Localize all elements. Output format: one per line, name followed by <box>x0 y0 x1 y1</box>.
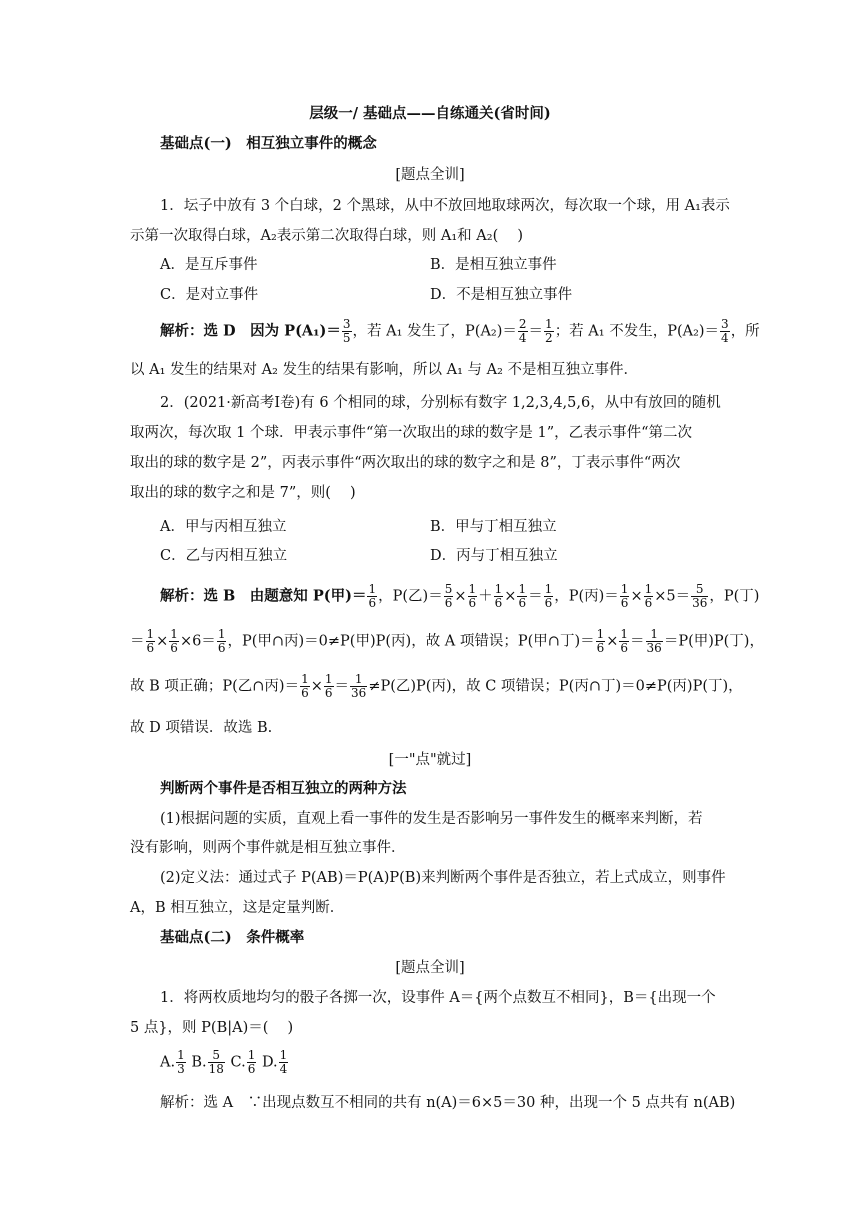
fraction: $\frac{5}{36}$ <box>692 582 708 610</box>
fraction: $\frac{1}{6}$ <box>518 582 527 610</box>
q2-line1: 2．(2021·新高考Ⅰ卷)有 6 个相同的球，分别标有数字 1,2,3,4,5,6，从中有放回的随机 <box>160 395 721 411</box>
s2-q1-line1: 1．将两枚质地均匀的骰子各掷一次，设事件 A＝{两个点数互不相同}，B＝{出现一个 <box>160 990 716 1006</box>
q1-line2: 示第一次取得白球，A₂表示第二次取得白球，则 A₁和 A₂( ) <box>130 228 523 244</box>
level-title: 层级一/ 基础点——自练通关(省时间) <box>309 105 551 122</box>
method-p1-line2: 没有影响，则两个事件就是相互独立事件． <box>130 840 406 856</box>
method-p2-line1: (2)定义法：通过式子 P(AB)＝P(A)P(B)来判断两个事件是否独立，若上式成立，则事件 <box>160 870 726 886</box>
s2-q1-solution: 解析：选 A ∵出现点数互不相同的共有 n(A)＝6×5＝30 种，出现一个 5 点共有 n(AB) <box>160 1095 736 1111</box>
fraction: $\frac{1}{6}$ <box>170 627 178 655</box>
method-p2-line2: A，B 相互独立，这是定量判断． <box>130 900 345 916</box>
method-label: [一"点"就过] <box>388 752 472 768</box>
q1-solution-line1: 解析：选 D 因为 P(A₁)＝ $\frac{3}{5}$ ，若 A₁ 发生了，P(A₂)＝ $\frac{2}{4}$ ＝ $\frac{1}{2}$ ；若 A₁ 不发生，P(A₂)＝ $\frac{3}{4}$ ，所 <box>160 317 760 345</box>
fraction: $\frac{1}{6}$ <box>301 672 309 700</box>
fraction: $\frac{1}{6}$ <box>324 672 333 700</box>
q1-line1: 1．坛子中放有 3 个白球，2 个黑球，从中不放回地取球两次，每次取一个球，用 A₁表示 <box>160 198 730 214</box>
fraction: $\frac{1}{6}$ <box>494 582 503 610</box>
q1-option-a: A．是互斥事件 <box>160 257 258 273</box>
q2-solution-line1: 解析：选 B 由题意知 P(甲)＝ $\frac{1}{6}$ ，P(乙)＝ $\frac{5}{6}$ × $\frac{1}{6}$ ＋ $\frac{1}{6}$ × $\frac{1}{6}$ ＝ $\frac{1}{6}$ ，P(丙)＝ $\frac{1}{6}$ × $\frac{1}{6}$ ×5＝ $\frac{5}{36}$ ，P(丁) <box>160 582 760 610</box>
fraction: $\frac{3}{4}$ <box>721 317 729 345</box>
fraction: $\frac{5}{6}$ <box>444 582 453 610</box>
fraction: $\frac{1}{6}$ <box>620 627 629 655</box>
q2-line3: 取出的球的数字是 2”，丙表示事件“两次取出的球的数字之和是 8”，丁表示事件“两次 <box>130 455 681 471</box>
fraction: $\frac{1}{36}$ <box>646 627 662 655</box>
fraction: $\frac{5}{18}$ <box>208 1048 224 1076</box>
fraction: $\frac{1}{6}$ <box>468 582 477 610</box>
fraction: $\frac{1}{36}$ <box>351 672 367 700</box>
q1-option-b: B．是相互独立事件 <box>430 257 557 273</box>
section1-drill-label: [题点全训] <box>395 167 465 183</box>
fraction: $\frac{1}{6}$ <box>620 582 629 610</box>
fraction: $\frac{2}{4}$ <box>518 317 527 345</box>
q1-solution-line2: 以 A₁ 发生的结果对 A₂ 发生的结果有影响，所以 A₁ 与 A₂ 不是相互独立事件． <box>130 362 639 378</box>
q1-option-c: C．是对立事件 <box>160 287 259 303</box>
method-title: 判断两个事件是否相互独立的两种方法 <box>160 780 407 797</box>
fraction: $\frac{1}{4}$ <box>279 1048 288 1076</box>
s2-q1-options: A. $\frac{1}{3}$ B. $\frac{5}{18}$ C. $\frac{1}{6}$ D. $\frac{1}{4}$ <box>160 1048 288 1076</box>
fraction: $\frac{1}{6}$ <box>146 627 155 655</box>
section2-title: 基础点(二) 条件概率 <box>160 929 305 946</box>
q2-line4: 取出的球的数字之和是 7”，则( ) <box>130 485 356 501</box>
method-p1-line1: (1)根据问题的实质，直观上看一事件的发生是否影响另一事件发生的概率来判断，若 <box>160 811 703 827</box>
fraction: $\frac{1}{6}$ <box>596 627 605 655</box>
fraction: $\frac{1}{6}$ <box>217 627 226 655</box>
fraction: $\frac{1}{3}$ <box>177 1048 185 1076</box>
q2-solution-line3: 故 B 项正确；P(乙∩丙)＝ $\frac{1}{6}$ × $\frac{1}{6}$ ＝ $\frac{1}{36}$ ≠P(乙)P(丙)，故 C 项错误；P(丙∩丁)＝0≠P(丙)P(丁)， <box>130 672 743 700</box>
q2-option-d: D．丙与丁相互独立 <box>430 548 558 564</box>
fraction: $\frac{3}{5}$ <box>342 317 351 345</box>
q2-solution-line2: ＝ $\frac{1}{6}$ × $\frac{1}{6}$ ×6＝ $\frac{1}{6}$ ，P(甲∩丙)＝0≠P(甲)P(丙)，故 A 项错误；P(甲∩丁)＝ $\frac{1}{6}$ × $\frac{1}{6}$ ＝ $\frac{1}{36}$ ＝P(甲)P(丁)， <box>130 627 764 655</box>
q2-option-c: C．乙与丙相互独立 <box>160 548 288 564</box>
q2-option-b: B．甲与丁相互独立 <box>430 519 557 535</box>
fraction: $\frac{1}{6}$ <box>544 582 553 610</box>
q2-line2: 取两次，每次取 1 个球．甲表示事件“第一次取出的球的数字是 1”，乙表示事件“第二次 <box>130 425 693 441</box>
fraction: $\frac{1}{2}$ <box>545 317 553 345</box>
q2-solution-line4: 故 D 项错误．故选 B. <box>130 720 273 736</box>
s2-q1-line2: 5 点}，则 P(B|A)＝( ) <box>130 1020 294 1036</box>
fraction: $\frac{1}{6}$ <box>368 582 377 610</box>
q2-option-a: A．甲与丙相互独立 <box>160 519 287 535</box>
fraction: $\frac{1}{6}$ <box>247 1048 256 1076</box>
section1-title: 基础点(一) 相互独立事件的概念 <box>160 135 377 152</box>
fraction: $\frac{1}{6}$ <box>644 582 653 610</box>
section2-drill-label: [题点全训] <box>395 960 465 976</box>
q1-option-d: D．不是相互独立事件 <box>430 287 573 303</box>
q1-sol-pre: 解析：选 D 因为 P(A₁)＝ <box>160 322 341 340</box>
